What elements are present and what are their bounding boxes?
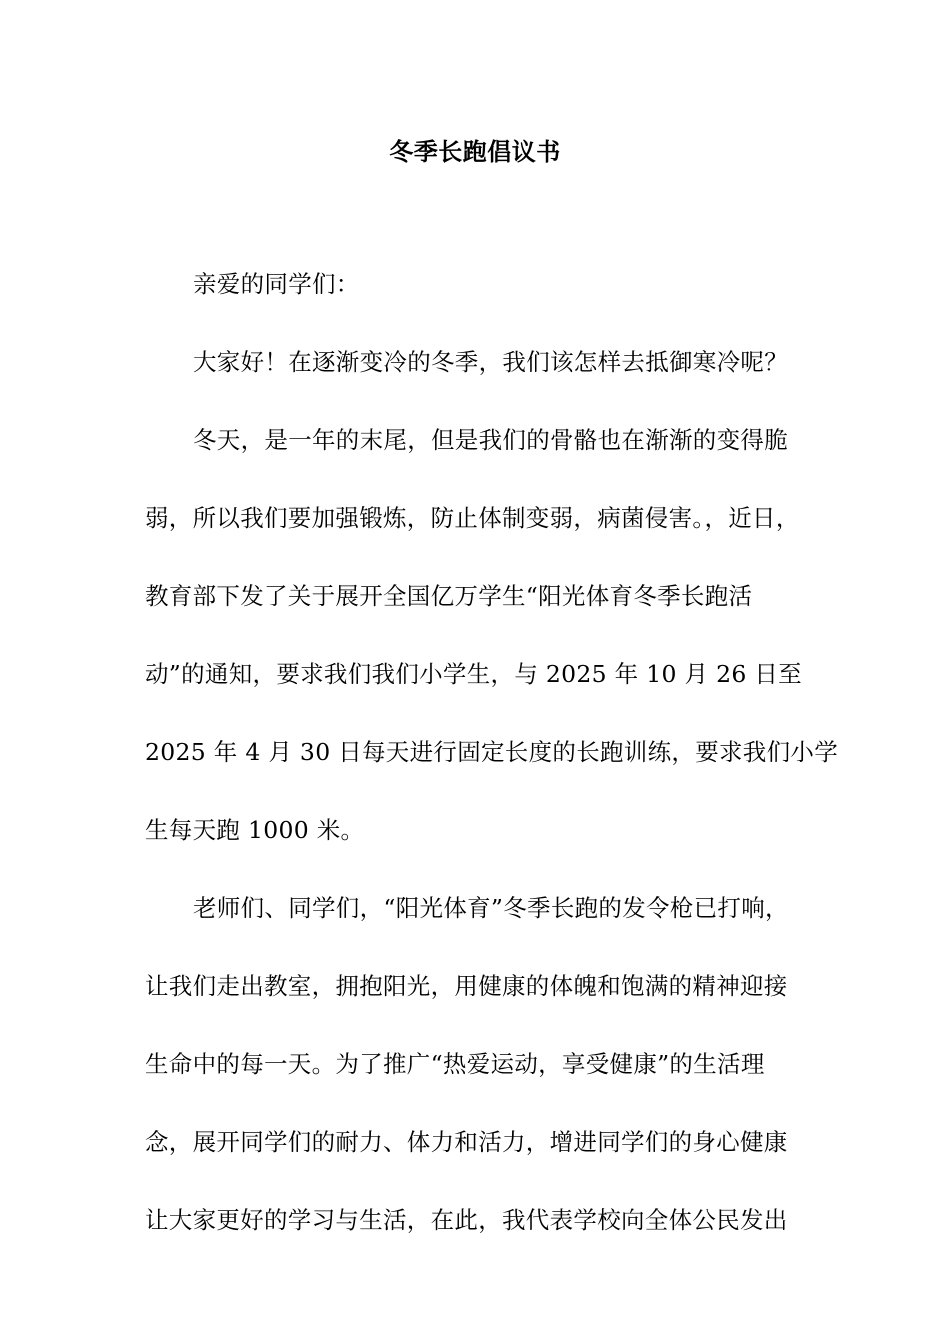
body-line: 教育部下发了关于展开全国亿万学生“阳光体育冬季长跑活	[145, 582, 753, 610]
body-line: 让我们走出教室，拥抱阳光，用健康的体魄和饱满的精神迎接	[145, 972, 788, 1000]
body-line: 弱，所以我们要加强锻炼，防止体制变弱，病菌侵害。，近日，	[145, 504, 800, 532]
body-line: 亲爱的同学们：	[193, 270, 360, 298]
body-line: 让大家更好的学习与生活，在此，我代表学校向全体公民发出	[145, 1206, 788, 1234]
body-line: 大家好！在逐渐变冷的冬季，我们该怎样去抵御寒冷呢？	[193, 348, 788, 376]
body-line: 念，展开同学们的耐力、体力和活力，增进同学们的身心健康	[145, 1128, 788, 1156]
body-line: 生命中的每一天。为了推广“热爱运动，享受健康”的生活理	[145, 1050, 765, 1078]
body-line: 生每天跑 1000 米。	[145, 816, 365, 844]
document-body	[145, 258, 839, 1246]
body-line: 老师们、同学们，“阳光体育”冬季长跑的发令枪已打响，	[193, 894, 789, 922]
body-line: 冬天，是一年的末尾，但是我们的骨骼也在渐渐的变得脆	[193, 426, 788, 454]
document-title: 冬季长跑倡议书	[389, 137, 561, 166]
body-line: 2025 年 4 月 30 日每天进行固定长度的长跑训练，要求我们小学	[145, 738, 839, 766]
body-line: 动”的通知，要求我们我们小学生，与 2025 年 10 月 26 日至	[145, 660, 802, 688]
